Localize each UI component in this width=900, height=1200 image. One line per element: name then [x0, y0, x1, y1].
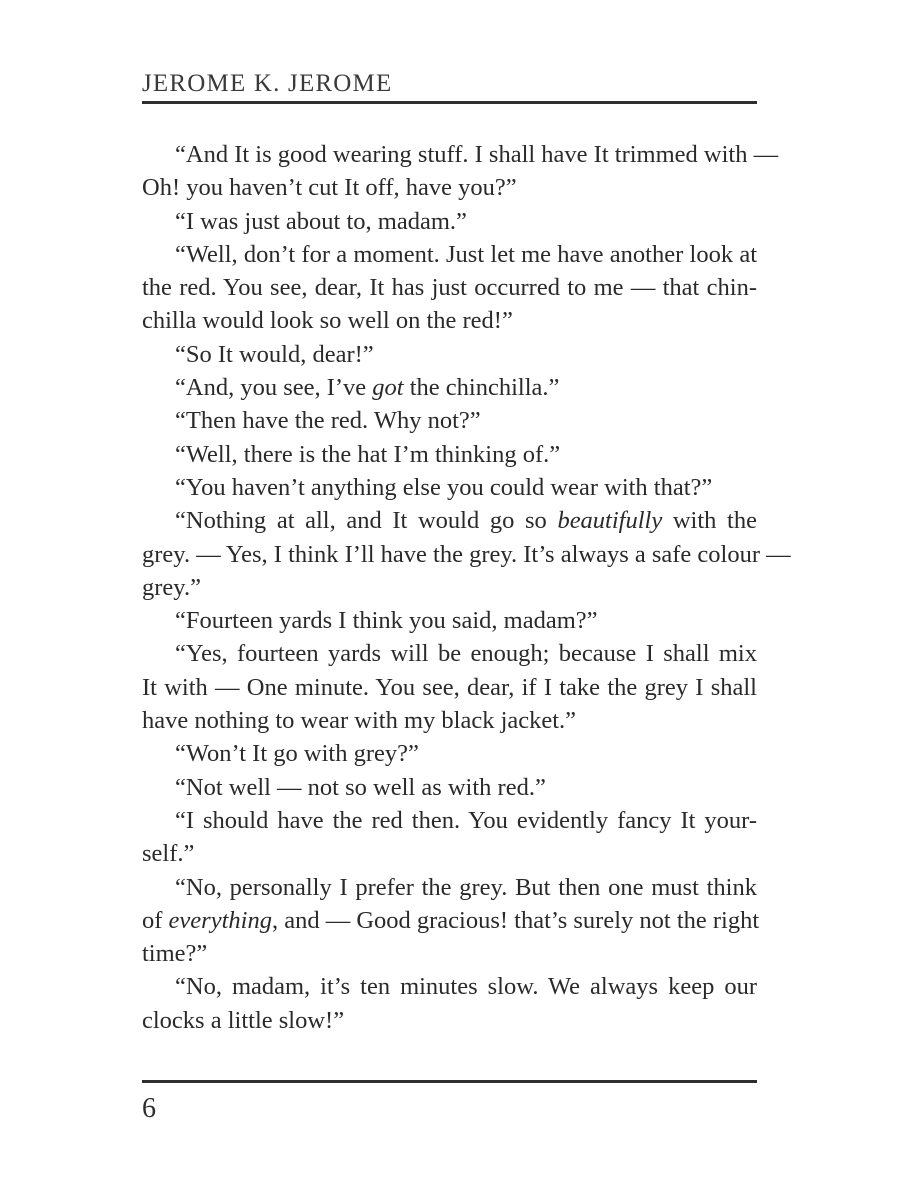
text-segment: the red. You see, dear, It has just occurred to me — that chin-	[142, 274, 757, 302]
text-segment: “Won’t It go with grey?”	[175, 740, 419, 768]
text-segment: “I was just about to, madam.”	[175, 207, 467, 235]
text-line	[142, 771, 757, 804]
text-line	[142, 205, 757, 238]
text-segment: “And, you see, I’ve	[175, 374, 373, 402]
italic-text: everything	[168, 906, 272, 934]
text-segment: “Fourteen yards I think you said, madam?”	[175, 607, 598, 635]
text-segment: , and — Good gracious! that’s surely not the right	[271, 906, 760, 934]
text-segment: the chinchilla.”	[403, 374, 560, 402]
text-segment: “Then have the red. Why not?”	[175, 407, 481, 435]
text-line	[142, 504, 757, 537]
text-segment: have nothing to wear with my black jacket.”	[142, 707, 577, 735]
text-segment: “No, madam, it’s ten minutes slow. We always keep our	[175, 973, 757, 1001]
text-segment: “Not well — not so well as with red.”	[175, 773, 546, 801]
text-line	[142, 571, 757, 604]
text-line	[142, 904, 760, 937]
text-segment: “Well, there is the hat I’m thinking of.”	[175, 440, 561, 468]
text-line	[142, 538, 791, 571]
text-line	[142, 138, 779, 171]
text-segment: self.”	[142, 840, 195, 868]
text-line	[142, 871, 757, 904]
text-line	[142, 238, 757, 271]
text-line	[142, 604, 757, 637]
text-segment: with the	[662, 507, 757, 535]
text-line	[142, 937, 757, 970]
header-rule	[142, 101, 757, 104]
text-line	[142, 637, 757, 670]
text-segment: “Well, don’t for a moment. Just let me have another look at	[175, 240, 757, 268]
text-line	[142, 171, 757, 204]
running-head: JEROME K. JEROME	[142, 70, 393, 97]
text-segment: of	[142, 906, 169, 934]
text-line	[142, 371, 757, 404]
text-segment: “You haven’t anything else you could wear with that?”	[175, 473, 713, 501]
text-line	[142, 338, 757, 371]
body-text	[142, 138, 791, 1037]
text-line	[142, 671, 757, 704]
text-segment: “I should have the red then. You evidently fancy It your-	[175, 806, 757, 834]
text-segment: “So It would, dear!”	[175, 340, 374, 368]
text-line	[142, 404, 757, 437]
text-segment: clocks a little slow!”	[142, 1006, 345, 1034]
text-segment: “No, personally I prefer the grey. But then one must think	[175, 873, 757, 901]
page-number: 6	[142, 1093, 156, 1124]
text-segment: grey. — Yes, I think I’ll have the grey. It’s always a safe colour —	[142, 540, 791, 568]
text-line	[142, 471, 757, 504]
text-line	[142, 804, 757, 837]
text-segment: “And It is good wearing stuff. I shall have It trimmed with —	[175, 141, 779, 168]
text-segment: time?”	[142, 940, 208, 968]
text-line	[142, 704, 757, 737]
text-line	[142, 271, 757, 304]
text-line	[142, 970, 757, 1003]
text-segment: “Yes, fourteen yards will be enough; because I shall mix	[175, 640, 757, 668]
text-line	[142, 737, 757, 770]
italic-text: got	[372, 374, 404, 402]
text-segment: It with — One minute. You see, dear, if I take the grey I shall	[142, 673, 757, 701]
text-segment: chilla would look so well on the red!”	[142, 307, 513, 335]
text-segment: grey.”	[142, 573, 201, 601]
text-line	[142, 304, 757, 337]
text-line	[142, 438, 757, 471]
text-line	[142, 837, 757, 870]
italic-text: beautifully	[557, 507, 663, 535]
text-segment: Oh! you haven’t cut It off, have you?”	[142, 174, 517, 202]
text-segment: “Nothing at all, and It would go so	[175, 507, 558, 535]
text-line	[142, 1004, 757, 1037]
footer-rule	[142, 1080, 757, 1083]
